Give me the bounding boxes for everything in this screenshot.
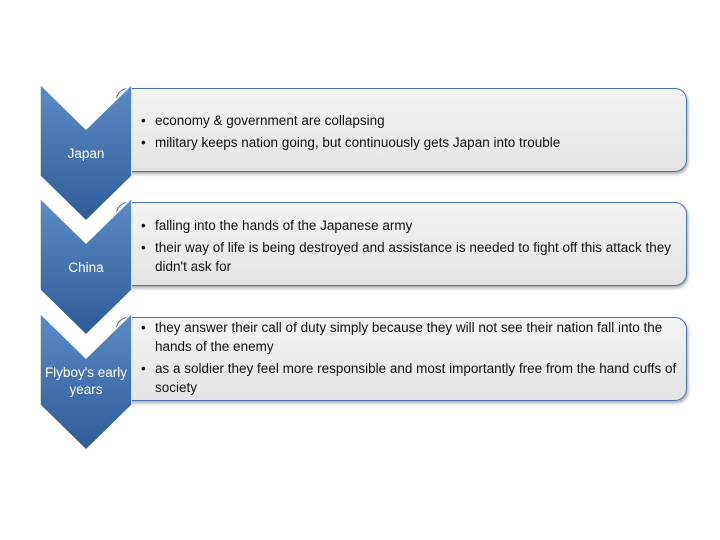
list-item: • falling into the hands of the Japanese army (141, 218, 413, 233)
chevron-label-flyboys: Flyboy's early years (44, 365, 128, 397)
list-item: • they answer their call of duty simply because they will not see their nation fall into the hands of the enemy (141, 320, 663, 354)
row-flyboys-early-years (0, 313, 720, 463)
chevron-label-japan: Japan (67, 146, 105, 161)
bullet-list-china (140, 216, 688, 279)
list-item: • economy & government are collapsing (141, 113, 385, 128)
chevron-label-china: China (68, 260, 104, 275)
bullet-list-japan (140, 111, 688, 155)
list-item: • as a soldier they feel more responsible and most importantly free from the hand cuffs of society (141, 361, 677, 395)
list-item: • their way of life is being destroyed and assistance is needed to fight off this attack they didn't ask for (141, 240, 672, 274)
bullet-list-flyboys (140, 318, 688, 400)
list-item: • military keeps nation going, but continuously gets Japan into trouble (141, 135, 561, 150)
